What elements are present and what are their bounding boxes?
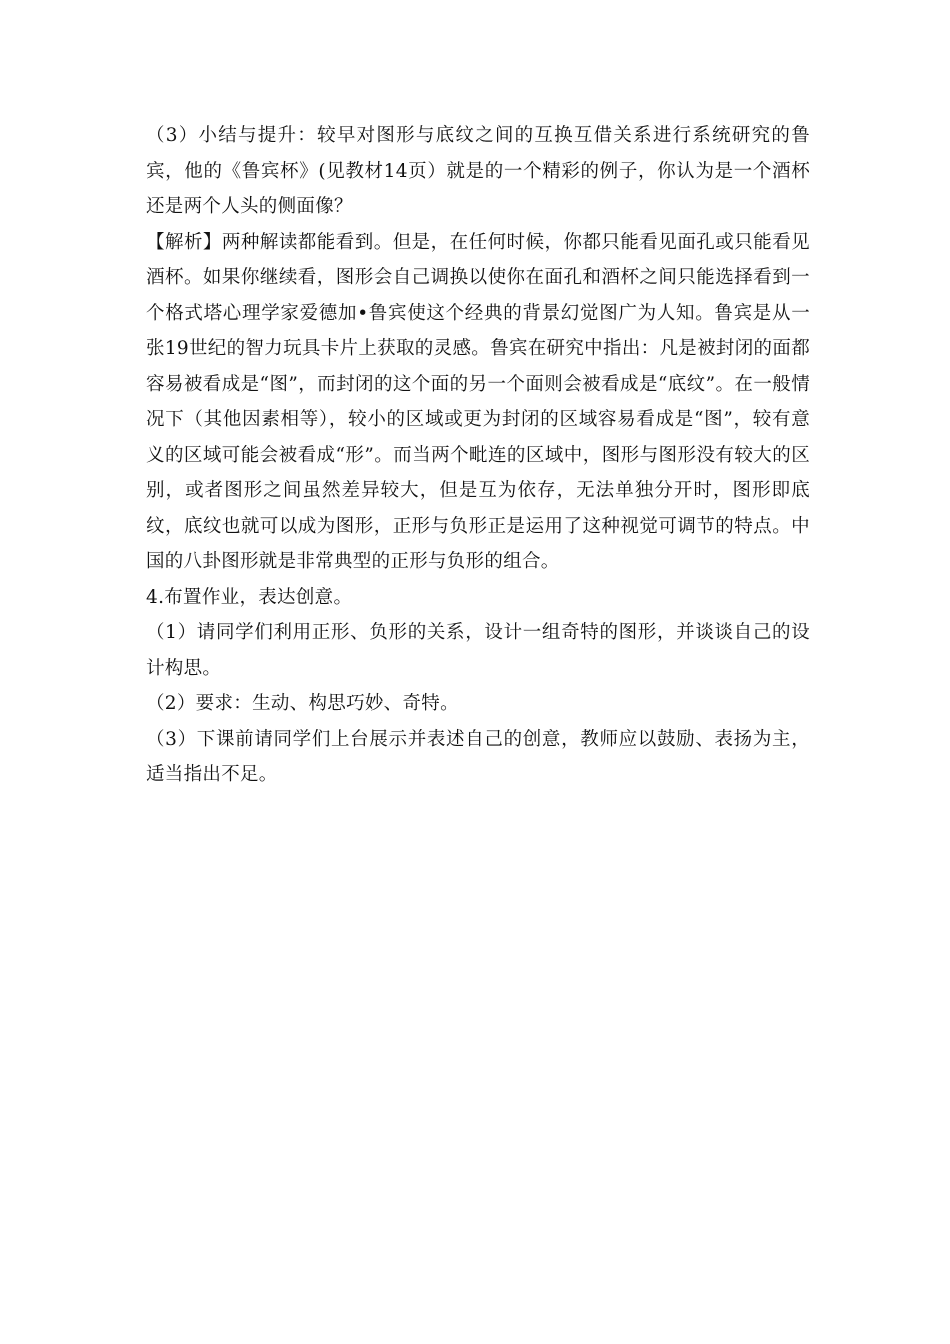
analysis-paragraph: 【解析】两种解读都能看到。但是，在任何时候，你都只能看见面孔或只能看见酒杯。如果你继续看，图形会自己调换以使你在面孔和酒杯之间只能选择看到一个格式塔心理学家爱德加•鲁宾使这个经典的背景幻觉图广为人知。鲁宾是从一张19世纪的智力玩具卡片上获取的灵感。鲁宾在研究中指出：凡是被封闭的面都容易被看成是“图”，而封闭的这个面的另一个面则会被看成是“底纹”。在一般情况下（其他因素相等），较小的区域或更为封闭的区域容易看成是“图”，较有意义的区域可能会被看成“形”。而当两个毗连的区域中，图形与图形没有较大的区别，或者图形之间虽然差异较大，但是互为依存，无法单独分开时，图形即底纹，底纹也就可以成为图形，正形与负形正是运用了这种视觉可调节的特点。中国的八卦图形就是非常典型的正形与负形的组合。 — [146, 231, 810, 572]
homework-item-3: （3）下课前请同学们上台展示并表述自己的创意，教师应以鼓励、表扬为主，适当指出不足。 — [146, 728, 810, 785]
homework-item-1: （1）请同学们利用正形、负形的关系，设计一组奇特的图形，并谈谈自己的设计构思。 — [146, 622, 810, 679]
summary-question-paragraph: （3）小结与提升：较早对图形与底纹之间的互换互借关系进行系统研究的鲁宾，他的《鲁宾杯》(见教材14页）就是的一个精彩的例子，你认为是一个酒杯还是两个人头的侧面像？ — [146, 125, 810, 217]
document-body — [146, 118, 810, 793]
homework-heading: 4.布置作业，表达创意。 — [146, 586, 353, 608]
homework-item-2: （2）要求：生动、构思巧妙、奇特。 — [146, 693, 459, 714]
